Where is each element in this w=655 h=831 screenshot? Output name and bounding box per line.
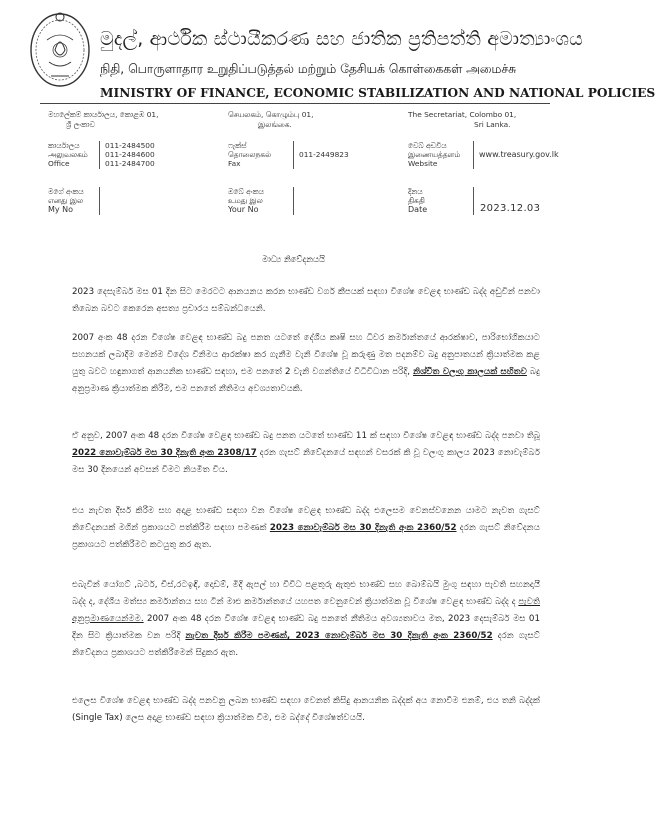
label-line: Fax (228, 159, 241, 169)
text-run: එය නැවත දීර්ඝ කිරීම සහ අදාළ භාණ්ඩ සඳහා වන විශේෂ වෙළඳ භාණ්ඩ බද්ද එලෙසම වෙනස්වනෙන යාමට නැවත ගැසට් නිවේදනයක් මගින් ප්‍රකාශයට පත්කිරීම සඳහා පමණක් (72, 506, 540, 533)
gazette-reference: 2023 නොවැම්බර් මස 30 දිනැති අංක 2360/52 (269, 523, 457, 533)
address-line: ශ්‍රී ලංකාව (66, 119, 95, 129)
document-title: මාධ්‍ය නිවේදනයයි (262, 254, 325, 264)
phone-number: 011-2484700 (105, 159, 155, 169)
paragraph-2 (72, 330, 540, 398)
text-run: එබැවින් යෝගට් ,බටර්, චීස්,රටඉඳි, දොඩම්, මිදි ඇපල් හා විවිධ පළතුරු ඇතුළු භාණ්ඩ සහ බොම්බයි මුංගු සඳහා පැවති සහනදායී බද්ද ද, දේශීය මත්ස්‍ය කර්මාන්තය සහ ටින් මාළු කර්මාන්තයේ යහපත වෙනුවෙන් ක්‍රියාත්මක වූ විශේෂ වෙළඳ භාණ්ඩ බද්ද ද (72, 580, 540, 607)
ministry-title-sinhala: මුදල්, ආර්ථික ස්ථායීකරණ සහ ජාතික ප්‍රතිපත්ති අමාත්‍යාංශය (100, 28, 584, 50)
label-line: දිනය (408, 187, 423, 196)
label-line: Website (408, 159, 438, 169)
text-run: දරන ගැසට් නිවේදනය ප්‍රකාශයට පත්කිරීමෙන් සිදුකර ඇත. (72, 631, 541, 658)
address-tamil (228, 110, 313, 129)
text-run: බදු අනුප්‍රමාණ ක්‍රියාත්මක කිරීම, එම පනතේ නීතිමය අවශ්‍යතාවයකි. (72, 367, 540, 394)
gazette-reference: නැවත දීර්ඝ කිරීම පමණක්, 2023 නොවැම්බර් මස 30 දිනැති අංක 2360/52 (185, 631, 493, 641)
ministry-title-english: MINISTRY OF FINANCE, ECONOMIC STABILIZATION AND NATIONAL POLICIES (100, 86, 655, 100)
label-line: කාර්යාලය (48, 141, 80, 150)
divider (473, 187, 474, 215)
header-divider (40, 103, 550, 104)
address-line: The Secretariat, Colombo 01, (408, 110, 517, 119)
label-line: இணையத்தளம் (408, 150, 461, 160)
label-line: ෆැක්ස් (228, 141, 247, 150)
text-run: දරන ගැසට් නිවේදනයේ සඳහන් වසරක් කි වූ වලංගු කාලය 2023 නොවැම්බර් මස 30 දිනයෙන් අවසන් වීමට නියමිත විය. (72, 448, 540, 475)
label-line: ඔබේ අංකය (228, 187, 264, 196)
divider (99, 187, 100, 215)
paragraph-5 (72, 577, 540, 662)
phone-number: 011-2484600 (105, 150, 155, 160)
divider (99, 141, 100, 169)
divider (293, 187, 294, 215)
paragraph-6: එලෙස විශේෂ වෙළඳ භාණ්ඩ බද්ද පනවනු ලබන භාණ්ඩ සඳහා වෙනත් කිසිදු ආනයනික බද්දක් අය නොවීම එනම්, එය තනි බද්දක් (Single Tax) ලෙස අදාළ භාණ්ඩ සඳහා ක්‍රියාත්මක වීම, එම බද්දේ විශේෂත්වයයි. (72, 696, 540, 723)
emphasis-text: නිශ්චිත වලංගු කාලයක් සහිතව (413, 367, 527, 377)
label-line: உமது இல (228, 196, 263, 206)
website-link[interactable]: www.treasury.gov.lk (479, 150, 559, 159)
fax-label (228, 141, 271, 169)
label-line: தொலைநகல் (228, 150, 272, 160)
address-sinhala (48, 110, 158, 129)
emphasis-text: පැවති අනුප්‍රමාණයෙන්මම. (72, 597, 540, 624)
address-english (408, 110, 516, 129)
text-run: 2007 අංක 48 දරන විශේෂ වෙළඳ භාණ්ඩ බදු පනතේ නීතිමය අවශ්‍යතාවය මත, 2023 දෙසැම්බර් මස 01 දින සිට ක්‍රියාත්මක වන පරිදි (72, 614, 540, 641)
fax-number-block (293, 141, 349, 159)
label-line: Date (408, 205, 428, 215)
date-value: 2023.12.03 (480, 203, 541, 214)
label-line: Your No (228, 205, 259, 215)
fax-number: 011-2449823 (299, 150, 349, 159)
divider (293, 141, 294, 169)
text-run: ඒ අනුව, 2007 අංක 48 දරන විශේෂ වෙළඳ භාණ්ඩ බදු පනත යටතේ භාණ්ඩ 11 ක් සඳහා විශේෂ වෙළඳ භාණ්ඩ බද්ද පනවා තිබූ (72, 431, 540, 441)
label-line: මගේ අංකය (48, 187, 84, 196)
label-line: எனது இல (48, 196, 84, 206)
paragraph-1: 2023 දෙසැම්බර් මස 01 දින සිට මෙරටට ආනයනය කරන භාණ්ඩ වර්ග කීපයක් සඳහා විශේෂ වෙළඳ භාණ්ඩ බද්ද අඩුවින් පනවා තිබෙන බවට කෙරෙන අසත්‍ය ප්‍රචාරය සම්බන්ධයෙනි. (72, 287, 540, 314)
address-line: செயலகம், கொழும்பு 01, (228, 110, 314, 119)
label-line: திகதி (408, 196, 425, 206)
label-line: My No (48, 205, 74, 215)
my-no-label (48, 187, 84, 215)
ministry-title-tamil: நிதி, பொருளாதார உறுதிப்படுத்தல் மற்றும் தேசியக் கொள்கைகள் அமைச்சு (100, 62, 517, 76)
gazette-reference: 2022 නොවැම්බර් මස 30 දිනැති අංක 2308/17 (72, 448, 257, 458)
divider (473, 141, 474, 169)
phone-number: 011-2484500 (105, 141, 155, 150)
text-run: 2007 අංක 48 දරන විශේෂ වෙළඳ භාණ්ඩ බදු පනත යටතේ දේශීය කෘෂි සහ ධීවර කර්මාන්තයේ ආරක්ෂාව, පාරිභෝගිකයාට සහනයක් ලබාදීම මෙන්ම විදේශ විනිමය ආරක්ෂා කර ගැනීම වැනි විශේෂ වූ කරුණු මත පදනම්ව බදු අනුපාතයන් ක්‍රියාත්මක කළ යුතු බවට හඳුනාගත් ආනයනික භාණ්ඩ සඳහා, එම පනතේ 2 වැනි වගන්තියේ විධිවිධාන පරිදි, (72, 333, 540, 377)
paragraph-4 (72, 503, 540, 554)
office-numbers (99, 141, 155, 169)
text-run: දරන ගැසට් නිවේදනය ප්‍රකාශයට පත්කිරීමට කටයුතු කර ඇත. (72, 523, 540, 550)
address-line: Sri Lanka. (474, 119, 511, 129)
label-line: அலுவலகம் (48, 150, 88, 160)
website-label (408, 141, 460, 169)
label-line: වෙබ් අඩවිය (408, 141, 447, 150)
label-line: Office (48, 159, 70, 169)
paragraph-3 (72, 428, 540, 479)
address-line: இலங்கை. (258, 119, 292, 129)
address-line: මහලේකම් කාර්යාලය, කොළඹ 01, (48, 110, 159, 119)
office-label (48, 141, 88, 169)
date-label (408, 187, 427, 215)
national-emblem-icon (29, 10, 91, 88)
website-block (473, 141, 559, 159)
your-no-label (228, 187, 264, 215)
